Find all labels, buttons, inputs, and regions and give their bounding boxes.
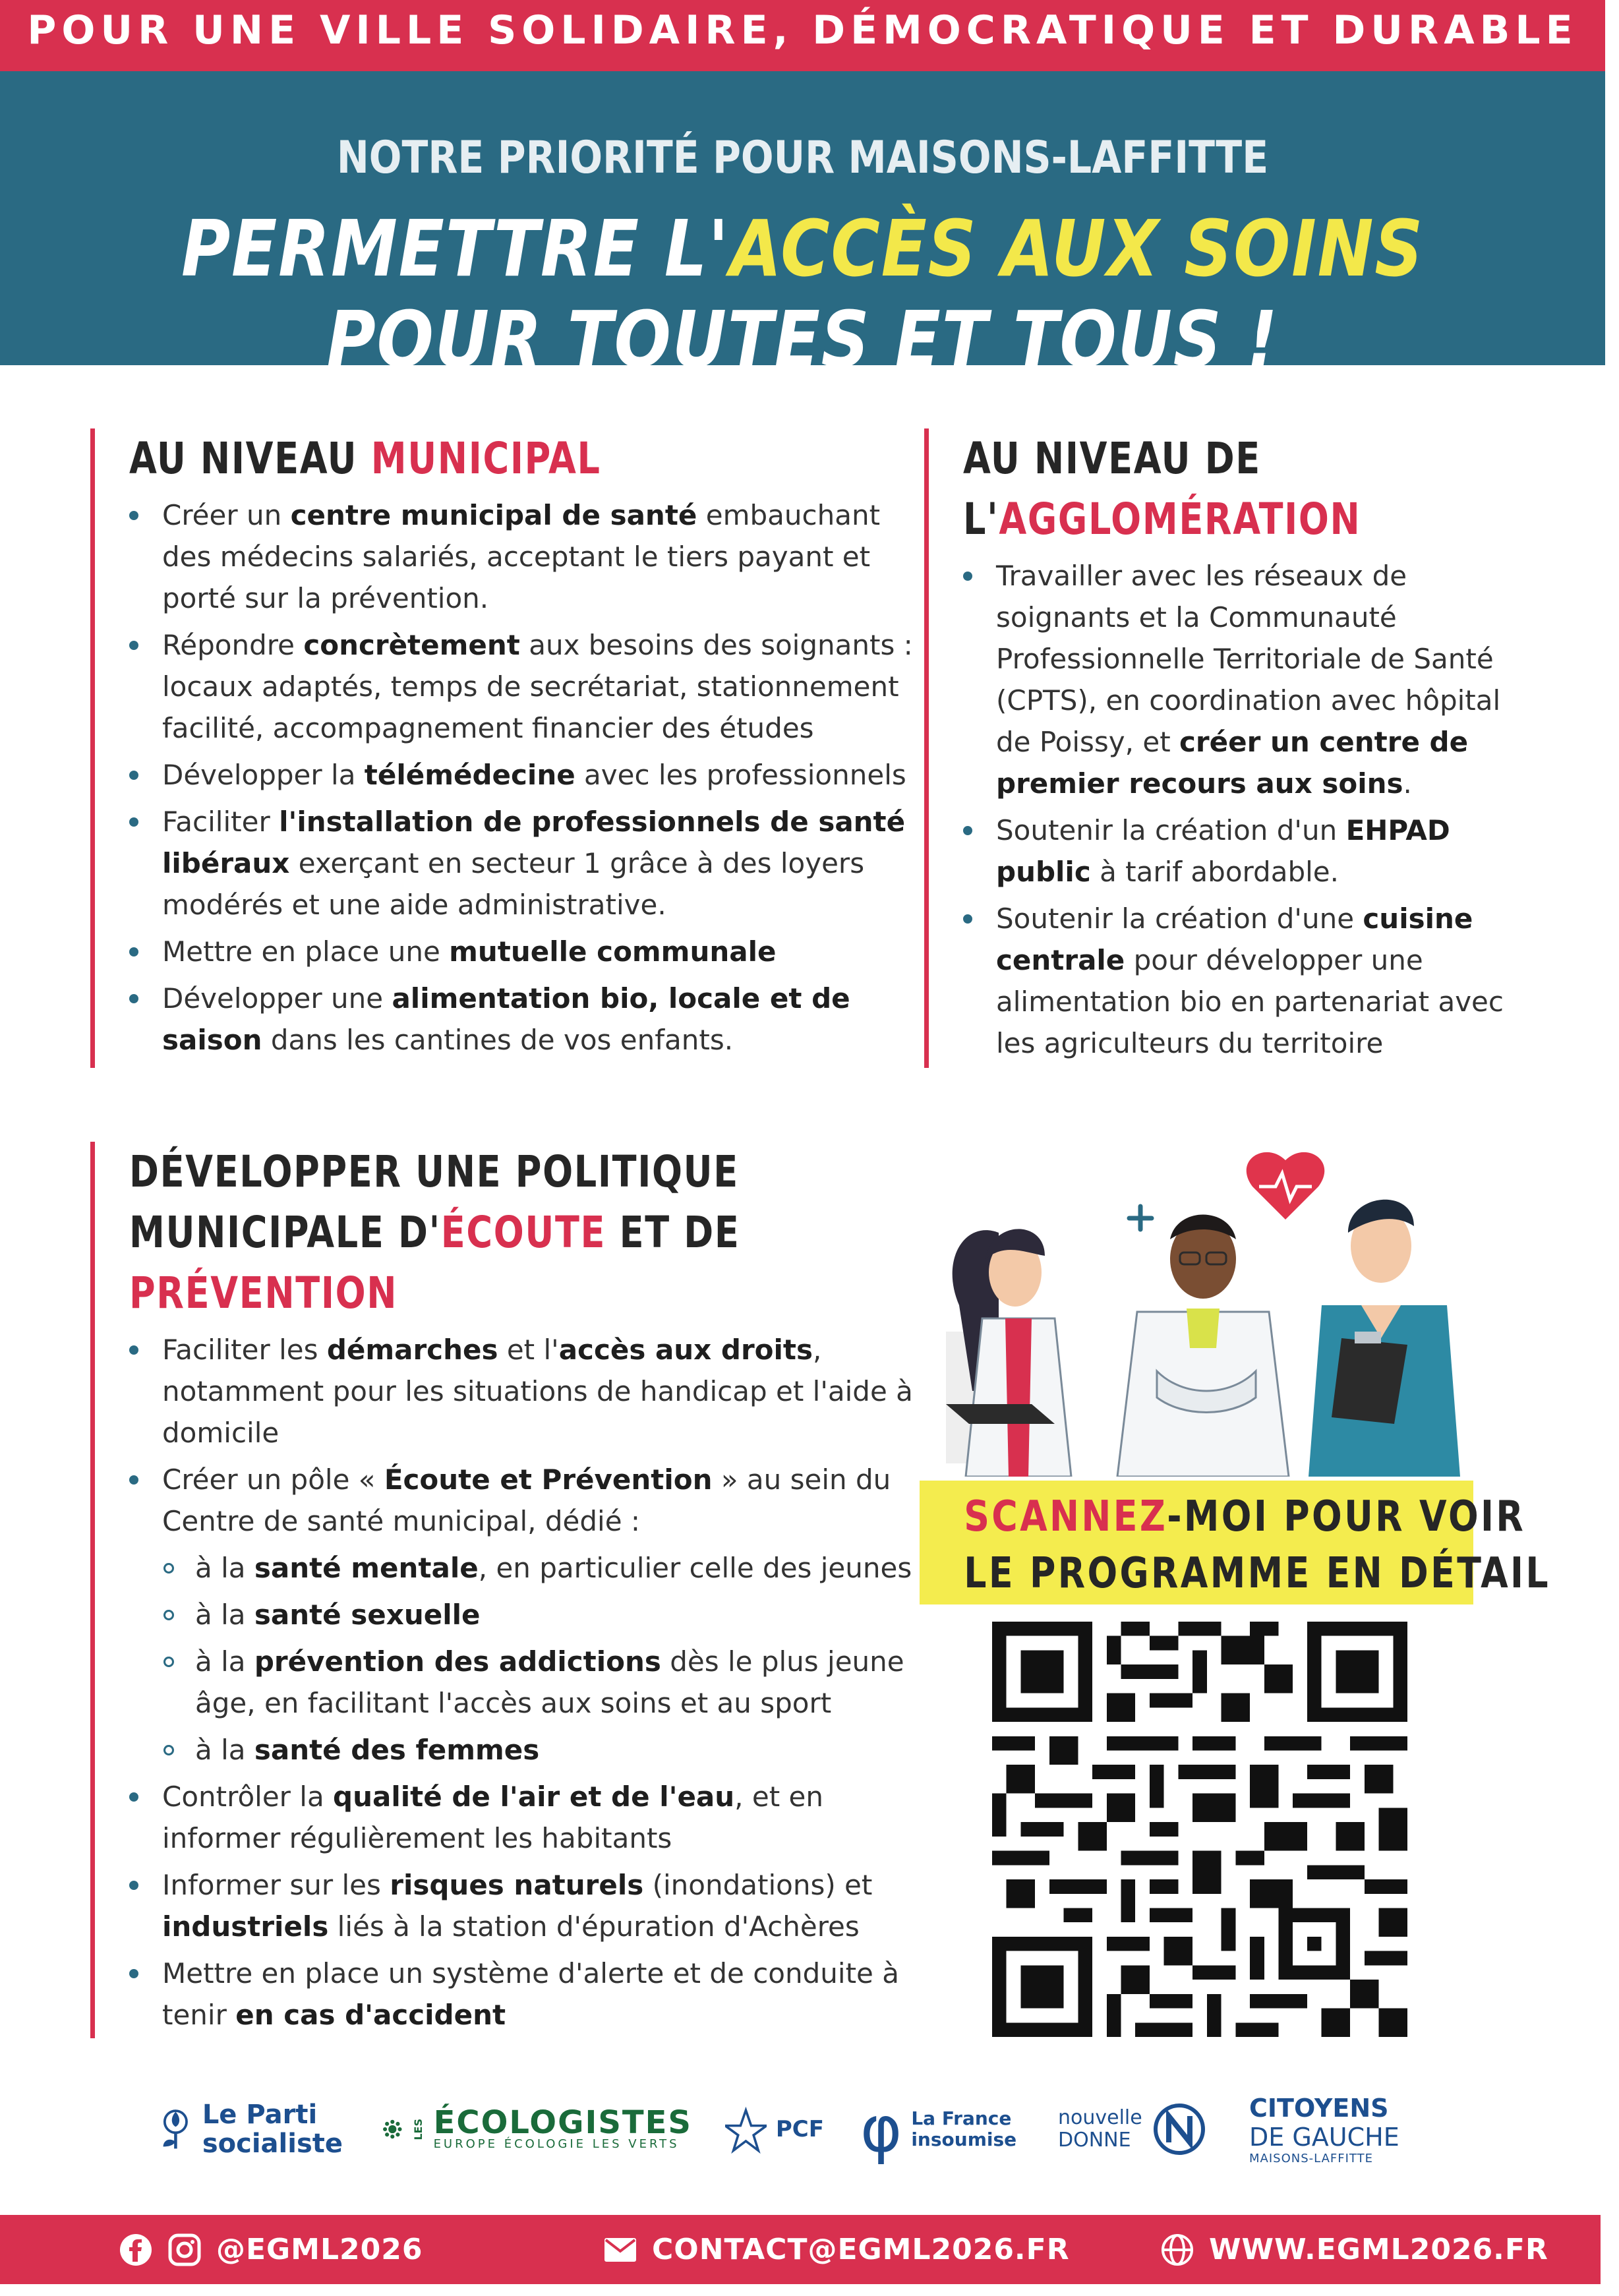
qr-code[interactable] — [992, 1622, 1407, 2037]
scan-line-2: LE PROGRAMME EN DÉTAIL — [964, 1549, 1551, 1598]
section-prevention — [90, 1142, 920, 2038]
instagram-icon[interactable] — [167, 2233, 202, 2267]
sunflower-icon — [382, 2109, 403, 2149]
social-handle[interactable]: @EGML2026 — [216, 2233, 423, 2266]
headline-highlight: ACCÈS AUX SOINS — [730, 203, 1425, 294]
list-item: Informer sur les risques naturels (inondations) et industriels liés à la station d'épuration d'Achères — [129, 1864, 920, 1947]
healthcare-workers-illustration — [920, 1147, 1480, 1477]
male-doctor — [1117, 1215, 1289, 1477]
star-icon — [725, 2103, 767, 2156]
top-banner-text: POUR UNE VILLE SOLIDAIRE, DÉMOCRATIQUE ET DURABLE — [27, 7, 1578, 53]
list-item: Soutenir la création d'un EHPAD public à tarif abordable. — [963, 809, 1530, 893]
list-item: Travailler avec les réseaux de soignants et la Communauté Professionnelle Territoriale de Santé (CPTS), en coordination avec hôpital de Poissy, et créer un centre de premier recours aux soins. — [963, 555, 1530, 804]
list-item: Mettre en place une mutuelle communale — [129, 931, 920, 972]
list-item: Développer une alimentation bio, locale et de saison dans les cantines de vos enfants. — [129, 978, 920, 1061]
website-link[interactable]: WWW.EGML2026.FR — [1209, 2233, 1548, 2266]
list-item: Répondre concrètement aux besoins des soignants : locaux adaptés, temps de secrétariat, stationnement facilité, accompagnement financier des études — [129, 624, 920, 749]
woman-doctor — [946, 1229, 1071, 1477]
section-municipal — [90, 428, 920, 1068]
mail-icon — [603, 2237, 637, 2263]
section-prevention-title-line2: MUNICIPALE D'ÉCOUTE ET DE — [129, 1207, 740, 1258]
heart-icon — [1247, 1152, 1325, 1220]
logo-parti-socialiste: Le Parti socialiste — [158, 2083, 343, 2175]
list-item: Créer un centre municipal de santé embauchant des médecins salariés, acceptant le tiers payant et porté sur la prévention. — [129, 494, 920, 619]
section-agglo-title-line2: L'AGGLOMÉRATION — [963, 494, 1361, 545]
logo-nouvelle-donne: nouvelle DONNE — [1058, 2083, 1216, 2175]
hero-headline — [112, 203, 1492, 385]
rose-icon — [158, 2100, 193, 2159]
footer-website[interactable] — [1160, 2215, 1548, 2284]
agglo-list — [963, 555, 1530, 1064]
list-item: Développer la télémédecine avec les professionnels — [129, 754, 920, 796]
section-municipal-title: AU NIVEAU MUNICIPAL — [129, 433, 601, 484]
sub-list-item: à la prévention des addictions dès le plus jeune âge, en facilitant l'accès aux soins et au sport — [162, 1641, 920, 1724]
list-item: Mettre en place un système d'alerte et de conduite à tenir en cas d'accident — [129, 1953, 920, 2036]
section-prevention-title-line3: PRÉVENTION — [129, 1268, 398, 1318]
hero-pre-title: NOTRE PRIORITÉ POUR MAISONS-LAFFITTE — [336, 132, 1269, 184]
list-item: Soutenir la création d'une cuisine centrale pour développer une alimentation bio en partenariat avec les agriculteurs du territoire — [963, 898, 1530, 1064]
section-agglo-title-line1: AU NIVEAU DE — [963, 433, 1261, 484]
prevention-sub-list — [162, 1547, 920, 1771]
sub-list-item: à la santé sexuelle — [162, 1594, 920, 1635]
section-prevention-title-line1: DÉVELOPPER UNE POLITIQUE — [129, 1146, 739, 1197]
phi-icon: φ — [860, 2092, 902, 2166]
footer-email[interactable] — [603, 2215, 1070, 2284]
headline-part-2: POUR TOUTES ET TOUS ! — [326, 294, 1279, 385]
scan-me-banner — [920, 1481, 1551, 1604]
logo-citoyens-de-gauche: CITOYENS DE GAUCHE MAISONS-LAFFITTE — [1249, 2093, 1399, 2165]
logo-pcf: PCF — [725, 2083, 824, 2175]
n-circle-icon — [1152, 2102, 1207, 2157]
scan-line-1: SCANNEZ-MOI POUR VOIR — [964, 1492, 1526, 1541]
list-item: Créer un pôle « Écoute et Prévention » au sein du Centre de santé municipal, dédié : à la santé mentale, en particulier celle des jeunes à la santé sexuelle à la prévention des addictions dès le plus jeune âge, en facilitant l'accès aux soins et au sport à la santé des femmes — [129, 1459, 920, 1771]
party-logos — [158, 2083, 1398, 2175]
list-item: Contrôler la qualité de l'air et de l'eau, et en informer régulièrement les habitants — [129, 1776, 920, 1859]
section-agglomeration — [924, 428, 1530, 1068]
globe-icon — [1160, 2233, 1194, 2267]
logo-la-france-insoumise: φ La France insoumise — [860, 2092, 1017, 2166]
facebook-icon[interactable] — [119, 2233, 153, 2267]
hero-banner — [0, 71, 1605, 385]
sub-list-item: à la santé mentale, en particulier celle des jeunes — [162, 1547, 920, 1589]
top-banner — [0, 0, 1605, 71]
footer-social[interactable] — [119, 2215, 423, 2284]
plus-icon — [1129, 1206, 1152, 1229]
prevention-list — [129, 1329, 920, 2036]
male-nurse — [1309, 1200, 1460, 1477]
logo-ecologistes: LES ÉCOLOGISTES EUROPE ÉCOLOGIE LES VERTS — [382, 2083, 692, 2175]
list-item: Faciliter les démarches et l'accès aux droits, notamment pour les situations de handicap et l'aide à domicile — [129, 1329, 920, 1454]
headline-part-1: PERMETTRE L' — [181, 203, 730, 294]
footer-bar — [0, 2215, 1601, 2284]
email-link[interactable]: CONTACT@EGML2026.FR — [652, 2233, 1070, 2266]
list-item: Faciliter l'installation de professionnels de santé libéraux exerçant en secteur 1 grâce à des loyers modérés et une aide administrative. — [129, 801, 920, 926]
municipal-list — [129, 494, 920, 1061]
qr-area — [920, 1147, 1551, 2050]
sub-list-item: à la santé des femmes — [162, 1729, 920, 1771]
